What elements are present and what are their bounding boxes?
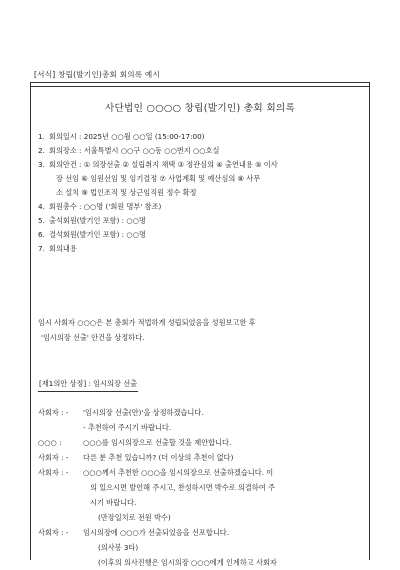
speech-text: ○○○를 임시의장으로 선출할 것을 제안합니다. [83, 438, 232, 447]
speech-text: 임시의장에 ○○○가 선출되었음을 선포합니다. [83, 528, 229, 537]
speaker-label: ○○○ : [38, 438, 62, 447]
speech-text: (만장일치로 전원 박수) [98, 513, 171, 522]
item-number: 3. [38, 160, 45, 169]
info-item-agenda [38, 158, 278, 172]
item-number: 4. [38, 202, 45, 211]
minutes-row [38, 495, 368, 510]
item-text: 회의장소 : 서울특별시 ○○구 ○○동 ○○번지 ○○호실 [49, 146, 220, 155]
item-text: 회의내용 [49, 244, 77, 253]
item-text: 회원총수 : ○○명 ('회원 명부' 참조) [49, 202, 162, 211]
info-item-content [38, 242, 278, 256]
speech-text: ○○○께서 추천한 ○○○을 임시의장으로 선출하겠습니다. 이 [83, 468, 274, 477]
info-item-date [38, 130, 278, 144]
minutes-row [38, 540, 368, 555]
speech-text: 다른 분 추천 있습니까? (더 이상의 추천이 없다) [83, 453, 234, 462]
speech-text: - 추천하여 주시기 바랍니다. [83, 423, 172, 432]
item-text: 회의안건 : ① 의장선출 ② 설립취지 채택 ③ 정관심의 ④ 출연내용 ⑤ 이사 [49, 160, 278, 169]
agenda-title: [제1의안 상정] : 임시의장 선출 [38, 379, 138, 392]
item-number: 5. [38, 216, 45, 225]
minutes-row [38, 435, 368, 450]
minutes-frame [30, 82, 370, 567]
minutes-row [38, 510, 368, 525]
info-item-place [38, 144, 278, 158]
minutes-row [38, 525, 368, 540]
speech-text: (이후의 의사진행은 임시의장 ○○○에게 인계하고 사회자 [98, 558, 277, 567]
item-number: 6. [38, 230, 45, 239]
item-text: 장 선임 ⑥ 임원선임 및 임기결정 ⑦ 사업계획 및 예산심의 ⑧ 사무 [56, 174, 261, 183]
item-text: 회의일시 : 2025년 ○○월 ○○일 (15:00-17:00) [49, 132, 205, 141]
info-item-members [38, 200, 278, 214]
info-item-attendees [38, 214, 278, 228]
minutes-row [38, 405, 368, 420]
minutes-row [38, 480, 368, 495]
speaker-label: 사회자 : - [38, 528, 69, 537]
document-title: 사단법인 ○○○○ 창립(발기인) 총회 회의록 [104, 103, 296, 114]
info-item-agenda-cont [38, 186, 278, 200]
item-number: 1. [38, 132, 45, 141]
minutes-row [38, 465, 368, 480]
document-label: [서식] 창립(발기인)총회 회의록 예시 [34, 70, 160, 79]
agenda-heading [38, 379, 138, 392]
speech-text: 시기 바랍니다. [90, 498, 137, 507]
speaker-label: 사회자 : - [38, 408, 69, 417]
speech-text: 의 있으시면 발언해 주시고, 찬성하시면 박수로 의결하여 주 [90, 483, 275, 492]
item-number: 7. [38, 244, 45, 253]
intro-paragraph [38, 315, 364, 345]
item-text: 소 설치 ⑨ 법인조직 및 상근임직원 정수 확정 [56, 188, 197, 197]
minutes-transcript [38, 405, 368, 570]
info-item-agenda-cont [38, 172, 278, 186]
minutes-row [38, 420, 368, 435]
minutes-row [38, 450, 368, 465]
info-item-absentees [38, 228, 278, 242]
speaker-label: 사회자 : - [38, 453, 69, 462]
intro-line: 임시 사회자 ○○○은 본 총회가 적법하게 성립되었음을 성원보고한 후 [38, 318, 256, 327]
meeting-info-list [38, 130, 278, 256]
minutes-row [38, 555, 368, 570]
item-text: 결석회원(발기인 포함) : ○○명 [49, 230, 146, 239]
item-text: 출석회원(발기인 포함) : ○○명 [49, 216, 146, 225]
intro-line: '임시의장 선출' 안건을 상정하다. [41, 333, 145, 342]
top-double-rule [31, 86, 369, 87]
speech-text: (의사봉 3타) [98, 543, 139, 552]
speaker-label: 사회자 : - [38, 468, 69, 477]
item-number: 2. [38, 146, 45, 155]
speech-text: '임시의장 선출(안)'을 상정하겠습니다. [83, 408, 204, 417]
